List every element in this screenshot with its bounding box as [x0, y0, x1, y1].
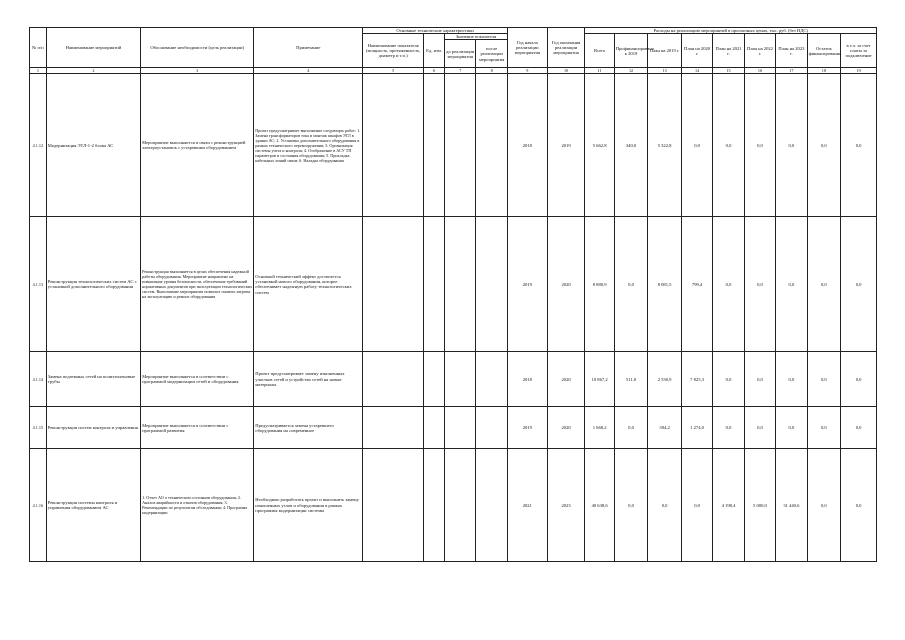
- row-remaining: 0,0: [807, 352, 841, 407]
- col-number: 16: [744, 68, 775, 74]
- row-unit: [424, 449, 445, 562]
- col-number: 14: [681, 68, 712, 74]
- col-number: 3: [141, 68, 254, 74]
- row-tech-name: [363, 449, 424, 562]
- col-number: 12: [614, 68, 648, 74]
- row-financed: 0,0: [614, 217, 648, 352]
- col-number: 19: [841, 68, 877, 74]
- row-tech-name: [363, 352, 424, 407]
- header-plan-2021: План на 2021 г.: [713, 34, 744, 68]
- header-tech: Основные технические характеристики: [363, 28, 508, 34]
- row-num: 4.1.12: [30, 74, 47, 217]
- row-plan-2019: 394,2: [648, 407, 682, 449]
- col-number: 15: [713, 68, 744, 74]
- row-plan-2021: 0,0: [713, 74, 744, 217]
- row-financed: 0,0: [614, 449, 648, 562]
- row-after: [476, 449, 507, 562]
- row-plan-2019: 8 081,5: [648, 217, 682, 352]
- row-note: Необходимо разработать проект и выполнить замену изношенных узлов и оборудования в рамках программы модернизации системы: [254, 449, 363, 562]
- row-note: Проект предусматривает выполнение следующих работ: 1. Замена трансформаторов тока и монтаж шкафов ЭТЛ в здании АС; 2. Установка дополнительного оборудования в рамках технического перевооружения; 3. Организация системы учета и контроля; 4. Отображение в АСУ ТП параметров и состояния оборудования; 5. Прокладка кабельных линий связи; 6. Наладка оборудования: [254, 74, 363, 217]
- header-plan-2023: План на 2023 г.: [776, 34, 807, 68]
- row-reason: Мероприятие выполняется в связи с реконструкцией электроустановок с устаревшим оборудованием: [141, 74, 254, 217]
- row-year-end: 2023: [547, 449, 585, 562]
- header-reason: Обоснование необходимости (цель реализации): [141, 28, 254, 68]
- row-plan-2019: 0,0: [648, 449, 682, 562]
- header-financed: Профинансировано к 2019: [614, 34, 648, 68]
- row-name: Реконструкция системы контроля и управления оборудованием АС: [46, 449, 140, 562]
- row-after: [476, 407, 507, 449]
- col-number: 17: [776, 68, 807, 74]
- header-year-end: Год окончания реализации мероприятия: [547, 28, 585, 68]
- row-plan-2021: 0,0: [713, 407, 744, 449]
- col-number: 7: [445, 68, 476, 74]
- col-number: 2: [46, 68, 140, 74]
- row-plan-2020: 0,0: [681, 449, 712, 562]
- row-reason: 1. Отчет АО о техническом состоянии оборудования; 2. Анализ аварийности и отказов оборудования; 3. Рекомендации по результатам обследования; 4. Программа модернизации: [141, 449, 254, 562]
- row-plan-2020: 799,4: [681, 217, 712, 352]
- investment-program-table: [29, 27, 877, 562]
- row-plan-2022: 0,0: [744, 352, 775, 407]
- row-remaining: 0,0: [807, 74, 841, 217]
- row-year-end: 2019: [547, 74, 585, 217]
- header-after: после реализации мероприятия: [476, 40, 507, 68]
- table-row: [30, 352, 877, 407]
- row-incl: 0,0: [841, 74, 877, 217]
- row-year-end: 2020: [547, 407, 585, 449]
- row-unit: [424, 217, 445, 352]
- row-num: 4.1.14: [30, 352, 47, 407]
- col-number: 13: [648, 68, 682, 74]
- header-remaining: Остаток финансирования: [807, 34, 841, 68]
- col-number: 6: [424, 68, 445, 74]
- header-value: Значение показателя: [445, 34, 508, 40]
- row-plan-2021: 0,0: [713, 217, 744, 352]
- col-number: 10: [547, 68, 585, 74]
- row-total: 8 880,9: [585, 217, 614, 352]
- row-financed: 511,0: [614, 352, 648, 407]
- col-number: 4: [254, 68, 363, 74]
- row-plan-2022: 0,0: [744, 74, 775, 217]
- row-name: Замена подземных сетей на полиэтиленовые трубы: [46, 352, 140, 407]
- row-after: [476, 352, 507, 407]
- col-number: 1: [30, 68, 47, 74]
- row-reason: Реконструкция выполняется в целях обеспечения надежной работы оборудования. Мероприятие направлено на повышение уровня безопасности, обеспечение требований нормативных документов при эксплуатации технологических систем. Выполнение мероприятия позволит снизить затраты на эксплуатацию и ремонт оборудования: [141, 217, 254, 352]
- header-plan-2020: План на 2020 г.: [681, 34, 712, 68]
- table-row: [30, 449, 877, 562]
- header-expenses: Расходы на реализацию мероприятий в прогнозных ценах, тыс. руб. (без НДС): [585, 28, 877, 34]
- row-before: [445, 352, 476, 407]
- row-tech-name: [363, 74, 424, 217]
- row-unit: [424, 74, 445, 217]
- row-plan-2020: 0,0: [681, 74, 712, 217]
- row-plan-2020: 7 825,3: [681, 352, 712, 407]
- row-remaining: 0,0: [807, 407, 841, 449]
- row-plan-2023: 0,0: [776, 352, 807, 407]
- header-incl: в т.ч. за счет платы за подключение: [841, 34, 877, 68]
- header-unit: Ед. изм.: [424, 34, 445, 68]
- header-year-start: Год начала реализации мероприятия: [507, 28, 547, 68]
- header-total: Всего: [585, 34, 614, 68]
- header-plan-2019: План на 2019 г.: [648, 34, 682, 68]
- row-plan-2023: 0,0: [776, 217, 807, 352]
- row-reason: Мероприятие выполняется в соответствии с программой развития: [141, 407, 254, 449]
- col-number: 8: [476, 68, 507, 74]
- row-unit: [424, 352, 445, 407]
- row-total: 40 638,6: [585, 449, 614, 562]
- row-plan-2021: 4 198,4: [713, 449, 744, 562]
- row-plan-2020: 1 274,0: [681, 407, 712, 449]
- row-plan-2023: 0,0: [776, 407, 807, 449]
- row-name: Реконструкция систем контроля и управления: [46, 407, 140, 449]
- row-incl: 0,0: [841, 449, 877, 562]
- row-before: [445, 217, 476, 352]
- row-plan-2021: 0,0: [713, 352, 744, 407]
- row-total: 5 662,8: [585, 74, 614, 217]
- row-name: Модернизация ЭТЛ-1-2 блока АС: [46, 74, 140, 217]
- row-reason: Мероприятие выполняется в соответствии с программой модернизации сетей и оборудования: [141, 352, 254, 407]
- row-num: 4.1.13: [30, 217, 47, 352]
- row-unit: [424, 407, 445, 449]
- row-after: [476, 74, 507, 217]
- row-num: 4.1.16: [30, 449, 47, 562]
- row-year-start: 2021: [507, 449, 547, 562]
- row-remaining: 0,0: [807, 217, 841, 352]
- row-after: [476, 217, 507, 352]
- row-note: Основной технический эффект достигается установкой нового оборудования, которое обеспечивает надежную работу технологических систем: [254, 217, 363, 352]
- row-num: 4.1.15: [30, 407, 47, 449]
- row-remaining: 0,0: [807, 449, 841, 562]
- row-year-start: 2019: [507, 407, 547, 449]
- row-year-end: 2020: [547, 217, 585, 352]
- row-plan-2023: 31 440,6: [776, 449, 807, 562]
- row-year-start: 2019: [507, 217, 547, 352]
- row-tech-name: [363, 217, 424, 352]
- row-name: Реконструкция технологических систем АС с установкой дополнительного оборудования: [46, 217, 140, 352]
- table-row: [30, 74, 877, 217]
- row-plan-2023: 0,0: [776, 74, 807, 217]
- row-plan-2019: 2 530,9: [648, 352, 682, 407]
- table-row: [30, 407, 877, 449]
- row-tech-name: [363, 407, 424, 449]
- row-incl: 0,0: [841, 407, 877, 449]
- row-year-end: 2020: [547, 352, 585, 407]
- row-plan-2022: 5 000,0: [744, 449, 775, 562]
- header-plan-2022: План на 2022 г.: [744, 34, 775, 68]
- row-plan-2022: 0,0: [744, 407, 775, 449]
- row-total: 1 668,2: [585, 407, 614, 449]
- row-financed: 340,0: [614, 74, 648, 217]
- row-incl: 0,0: [841, 352, 877, 407]
- row-plan-2019: 5 322,8: [648, 74, 682, 217]
- row-before: [445, 74, 476, 217]
- row-total: 10 867,2: [585, 352, 614, 407]
- row-plan-2022: 0,0: [744, 217, 775, 352]
- row-before: [445, 449, 476, 562]
- row-year-start: 2018: [507, 352, 547, 407]
- col-number: 9: [507, 68, 547, 74]
- row-note: Предусматривается замена устаревшего оборудования на современное: [254, 407, 363, 449]
- col-number: 18: [807, 68, 841, 74]
- row-incl: 0,0: [841, 217, 877, 352]
- col-number: 11: [585, 68, 614, 74]
- header-before: до реализации мероприятия: [445, 40, 476, 68]
- row-note: Проект предусматривает замену изношенных участков сетей и устройство сетей на новые материалы: [254, 352, 363, 407]
- row-before: [445, 407, 476, 449]
- header-note: Примечание: [254, 28, 363, 68]
- col-number: 5: [363, 68, 424, 74]
- table-row: [30, 217, 877, 352]
- header-tech-name: Наименование показателя (мощность, протяженность, диаметр и т.п.): [363, 34, 424, 68]
- row-financed: 0,0: [614, 407, 648, 449]
- row-year-start: 2018: [507, 74, 547, 217]
- header-num: № п/п: [30, 28, 47, 68]
- header-name: Наименование мероприятий: [46, 28, 140, 68]
